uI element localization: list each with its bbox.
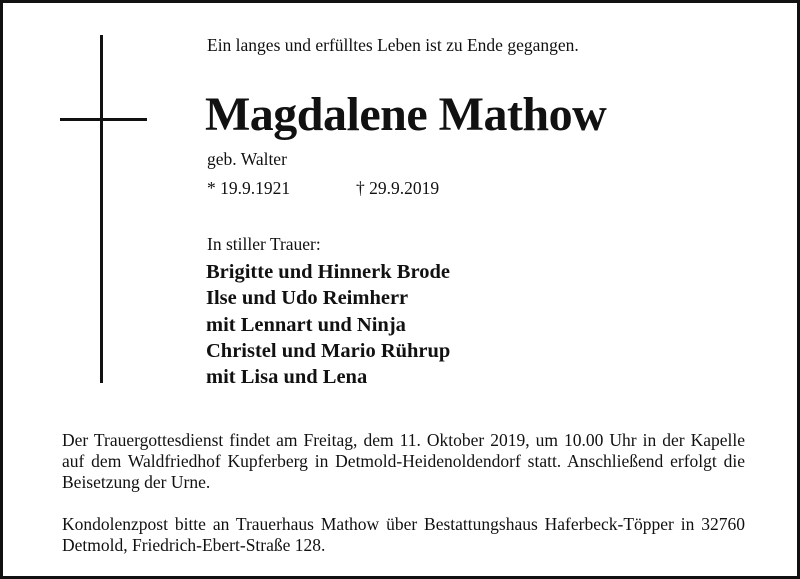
mourner-line: Christel und Mario Rührup (206, 339, 451, 362)
deceased-name: Magdalene Mathow (205, 88, 607, 141)
service-paragraph: Der Trauergottesdienst findet am Freitag, dem 11. Oktober 2019, um 10.00 Uhr in der Kapelle auf dem Waldfriedhof Kupferberg in Detmold-Heidenoldendorf statt. Anschließend erfolgt die Beisetzung der Urne. (62, 430, 745, 492)
cross-horizontal-bar (60, 118, 147, 121)
mourning-intro: In stiller Trauer: (207, 234, 321, 254)
mourners-list (206, 259, 450, 390)
cross-vertical-bar (100, 35, 103, 383)
mourner-line: mit Lisa und Lena (206, 366, 368, 389)
condolence-paragraph: Kondolenzpost bitte an Trauerhaus Mathow über Bestattungshaus Haferbeck-Töpper in 32760 Detmold, Friedrich-Ebert-Straße 128. (62, 514, 745, 555)
mourner-line: mit Lennart und Ninja (206, 313, 406, 336)
death-date: † 29.9.2019 (356, 178, 440, 198)
birth-name: geb. Walter (207, 149, 287, 169)
birth-date: * 19.9.1921 (207, 178, 291, 198)
intro-line: Ein langes und erfülltes Leben ist zu Ende gegangen. (207, 35, 579, 55)
mourner-line: Ilse und Udo Reimherr (206, 287, 409, 310)
mourner-line: Brigitte und Hinnerk Brode (206, 261, 450, 283)
